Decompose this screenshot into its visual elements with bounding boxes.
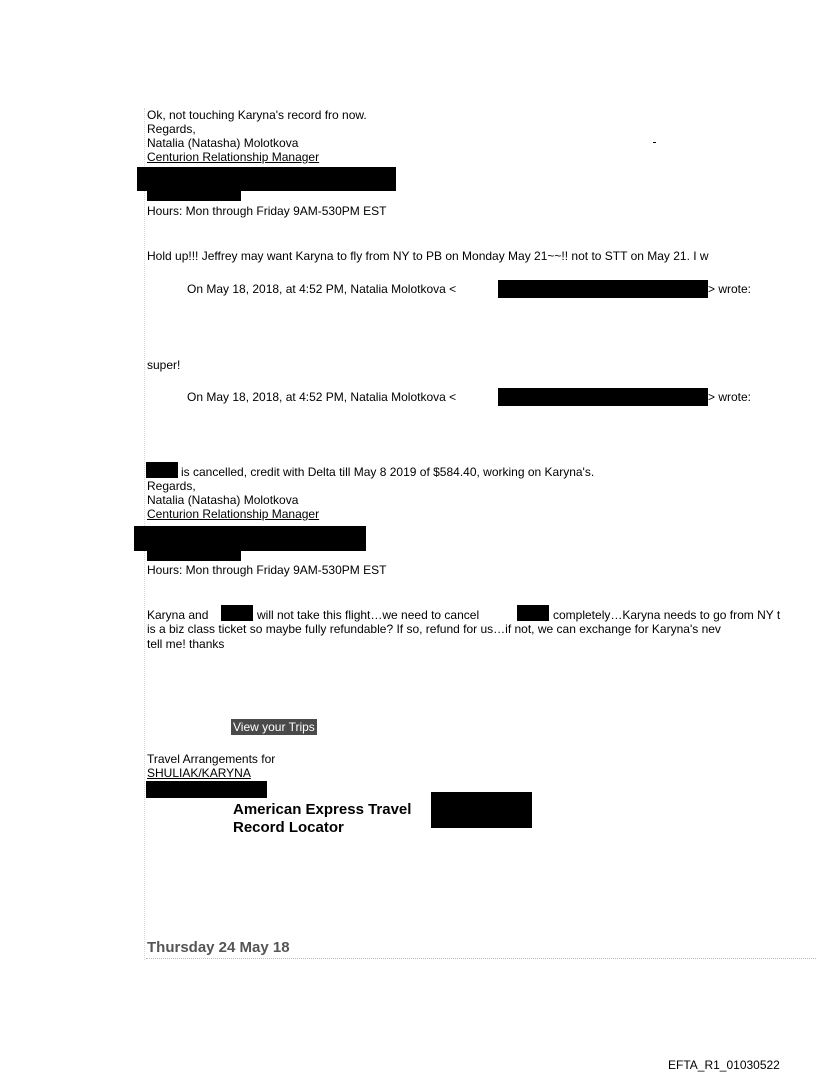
quote-header-suffix: > wrote: bbox=[708, 390, 752, 404]
section-divider bbox=[146, 958, 816, 959]
quote-header-prefix: On May 18, 2018, at 4:52 PM, Natalia Molotkova < bbox=[187, 390, 457, 404]
redaction-block bbox=[498, 280, 708, 298]
signature-name: Natalia (Natasha) Molotkova bbox=[147, 493, 299, 507]
document-id: EFTA_R1_01030522 bbox=[668, 1058, 780, 1072]
signature-name: Natalia (Natasha) Molotkova bbox=[147, 136, 299, 150]
stray-mark bbox=[653, 142, 656, 143]
message-text: Ok, not touching Karyna's record fro now. bbox=[147, 108, 367, 122]
signature-role: Centurion Relationship Manager bbox=[147, 150, 320, 164]
redaction-block bbox=[147, 191, 241, 201]
redaction-block bbox=[146, 462, 178, 478]
message-text: Hold up!!! Jeffrey may want Karyna to fly from NY to PB on Monday May 21~~!! not to STT on May 21. I w bbox=[147, 249, 709, 263]
message-text: completely…Karyna needs to go from NY t bbox=[553, 608, 781, 622]
redaction-block bbox=[146, 781, 267, 798]
message-text: super! bbox=[147, 358, 181, 372]
redaction-block bbox=[134, 526, 366, 551]
amex-travel-label: American Express Travel bbox=[233, 801, 412, 818]
redaction-block bbox=[221, 605, 253, 621]
quote-header-suffix: > wrote: bbox=[708, 282, 752, 296]
signature-role: Centurion Relationship Manager bbox=[147, 507, 320, 521]
signature-hours: Hours: Mon through Friday 9AM-530PM EST bbox=[147, 563, 387, 577]
redaction-block bbox=[517, 605, 549, 621]
redaction-block bbox=[431, 792, 532, 828]
redaction-block bbox=[498, 388, 708, 406]
record-locator-label: Record Locator bbox=[233, 819, 344, 836]
travel-arrangements-label: Travel Arrangements for bbox=[147, 752, 276, 766]
message-text: is cancelled, credit with Delta till May 8 2019 of $584.40, working on Karyna's. bbox=[181, 465, 595, 479]
date-heading: Thursday 24 May 18 bbox=[147, 939, 290, 956]
redaction-block bbox=[137, 167, 396, 191]
redaction-block bbox=[147, 551, 241, 561]
message-text: is a biz class ticket so maybe fully refundable? If so, refund for us…if not, we can exchange for Karyna's nev bbox=[147, 622, 721, 636]
traveler-name: SHULIAK/KARYNA bbox=[147, 766, 251, 780]
message-text: tell me! thanks bbox=[147, 637, 225, 651]
view-trips-button[interactable]: View your Trips bbox=[233, 720, 315, 734]
message-text: will not take this flight…we need to cancel bbox=[257, 608, 480, 622]
signature-regards: Regards, bbox=[147, 479, 196, 493]
message-text: Karyna and bbox=[147, 608, 209, 622]
quote-header-prefix: On May 18, 2018, at 4:52 PM, Natalia Molotkova < bbox=[187, 282, 457, 296]
signature-hours: Hours: Mon through Friday 9AM-530PM EST bbox=[147, 204, 387, 218]
signature-regards: Regards, bbox=[147, 122, 196, 136]
